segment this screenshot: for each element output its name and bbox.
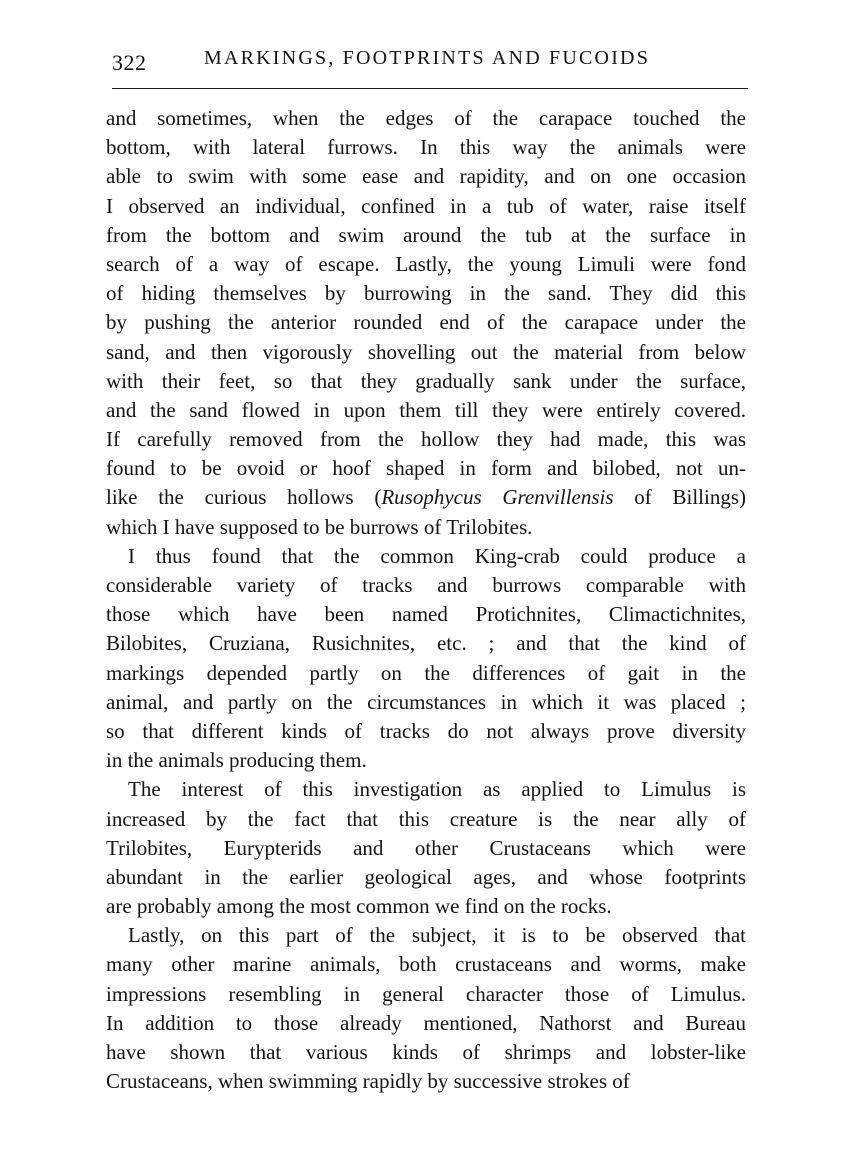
text-line: found to be ovoid or hoof shaped in form and bilobed, not un- bbox=[106, 456, 746, 481]
text-line: from the bottom and swim around the tub at the surface in bbox=[106, 222, 746, 247]
text-line: impressions resembling in general character those of Limulus. bbox=[106, 981, 746, 1006]
text-line: Crustaceans, when swimming rapidly by successive strokes of bbox=[106, 1069, 630, 1094]
text-line: are probably among the most common we find on the rocks. bbox=[106, 894, 612, 919]
text-line: Bilobites, Cruziana, Rusichnites, etc. ; and that the kind of bbox=[106, 631, 746, 656]
paragraph bbox=[106, 775, 746, 921]
text-line: increased by the fact that this creature is the near ally of bbox=[106, 806, 746, 831]
text-line: many other marine animals, both crustaceans and worms, make bbox=[106, 952, 746, 977]
text-segment: of Billings) bbox=[613, 485, 746, 510]
text-line: which I have supposed to be burrows of Trilobites. bbox=[106, 514, 533, 539]
text-line: markings depended partly on the differences of gait in the bbox=[106, 660, 746, 685]
text-line: abundant in the earlier geological ages, and whose footprints bbox=[106, 864, 746, 889]
body-text bbox=[106, 104, 746, 1096]
text-line: Lastly, on this part of the subject, it is to be observed that bbox=[128, 923, 746, 948]
italic-taxon-name: Rusophycus Grenvillensis bbox=[381, 485, 614, 510]
text-line: Trilobites, Eurypterids and other Crustaceans which were bbox=[106, 835, 746, 860]
text-line: The interest of this investigation as applied to Limulus is bbox=[128, 777, 746, 802]
text-line: in the animals producing them. bbox=[106, 748, 367, 773]
page-number: 322 bbox=[112, 50, 147, 75]
text-line: so that different kinds of tracks do not always prove diversity bbox=[106, 718, 746, 743]
text-line: sand, and then vigorously shovelling out the material from below bbox=[106, 339, 746, 364]
text-line: In addition to those already mentioned, Nathorst and Bureau bbox=[106, 1010, 746, 1035]
running-head bbox=[112, 44, 752, 78]
header-rule bbox=[112, 88, 748, 89]
paragraph bbox=[106, 104, 746, 542]
text-line: If carefully removed from the hollow they had made, this was bbox=[106, 427, 746, 452]
text-line: animal, and partly on the circumstances in which it was placed ; bbox=[106, 689, 746, 714]
text-segment: like the curious hollows ( bbox=[106, 485, 382, 510]
text-line bbox=[106, 483, 746, 512]
text-line: those which have been named Protichnites, Climactichnites, bbox=[106, 602, 746, 627]
text-line: of hiding themselves by burrowing in the sand. They did this bbox=[106, 281, 746, 306]
paragraph bbox=[106, 921, 746, 1096]
text-line: considerable variety of tracks and burrows comparable with bbox=[106, 573, 746, 597]
running-title: MARKINGS, FOOTPRINTS AND FUCOIDS bbox=[204, 47, 651, 69]
text-line: I observed an individual, confined in a tub of water, raise itself bbox=[106, 193, 746, 218]
text-line: by pushing the anterior rounded end of the carapace under the bbox=[106, 310, 746, 335]
text-line: and sometimes, when the edges of the carapace touched the bbox=[106, 106, 746, 130]
text-line: I thus found that the common King-crab could produce a bbox=[128, 543, 746, 568]
text-line: and the sand flowed in upon them till they were entirely covered. bbox=[106, 397, 746, 422]
text-line: bottom, with lateral furrows. In this way the animals were bbox=[106, 135, 746, 160]
text-line: able to swim with some ease and rapidity, and on one occasion bbox=[106, 164, 746, 189]
text-line: with their feet, so that they gradually sank under the surface, bbox=[106, 368, 746, 393]
text-line: search of a way of escape. Lastly, the young Limuli were fond bbox=[106, 251, 746, 276]
text-line: have shown that various kinds of shrimps and lobster-like bbox=[106, 1040, 746, 1064]
paragraph bbox=[106, 542, 746, 776]
